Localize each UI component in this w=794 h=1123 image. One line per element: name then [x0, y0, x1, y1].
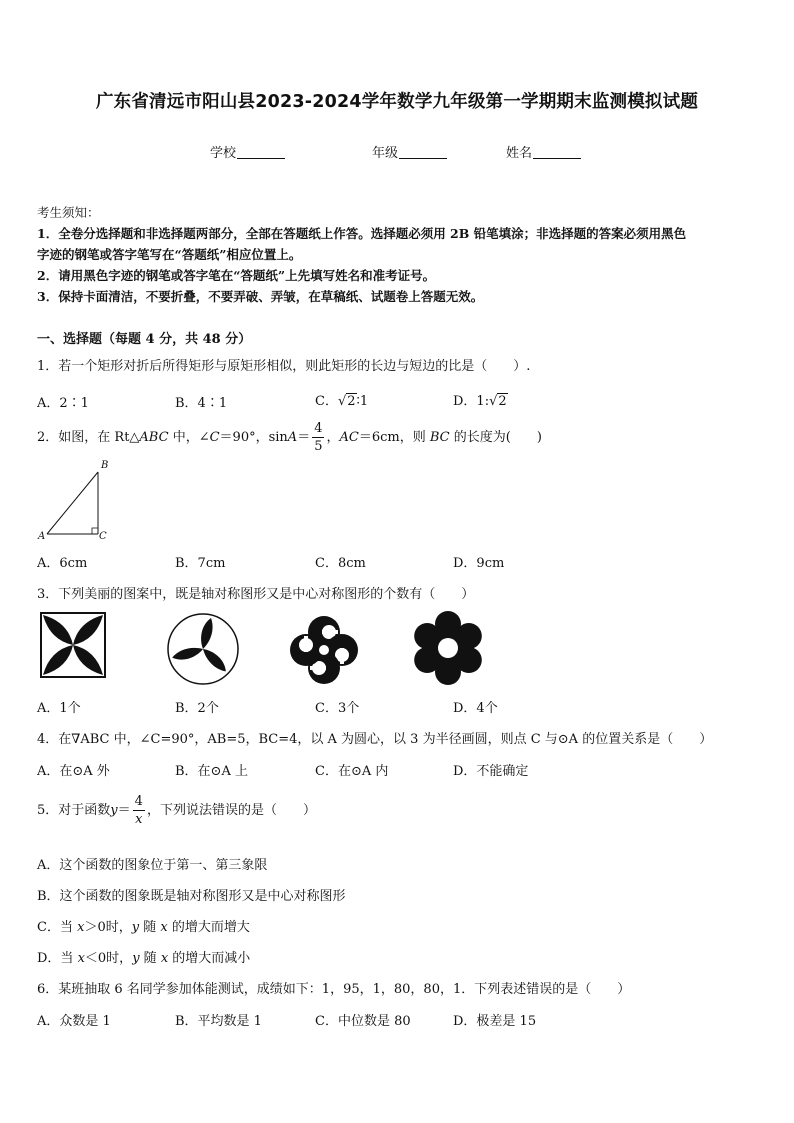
grade-label: 年级 — [372, 146, 399, 161]
q4-option-b[interactable]: B．在⊙A 上 — [175, 764, 248, 779]
q6-option-a[interactable]: A．众数是 1 — [37, 1014, 111, 1029]
name-blank[interactable] — [533, 146, 581, 159]
q6-option-c[interactable]: C．中位数是 80 — [315, 1014, 411, 1029]
q1-stem: 1．若一个矩形对折后所得矩形与原矩形相似，则此矩形的长边与短边的比是（ ）. — [37, 359, 531, 374]
q5-option-b[interactable]: B．这个函数的图象既是轴对称图形又是中心对称图形 — [37, 889, 346, 904]
q4-option-d[interactable]: D．不能确定 — [453, 764, 529, 779]
q3-option-c[interactable]: C．3个 — [315, 701, 360, 716]
notice-item-1-line-1: 1．全卷分选择题和非选择题两部分，全部在答题纸上作答。选择题必须用 2B 铅笔填涂；非选择题的答案必须用黑色 — [37, 226, 687, 241]
q4-option-a[interactable]: A．在⊙A 外 — [37, 764, 110, 779]
notice-item-2: 2．请用黑色字迹的钢笔或答字笔在“答题纸”上先填写姓名和准考证号。 — [37, 268, 436, 283]
grade-blank[interactable] — [399, 146, 447, 159]
q3-stem: 3．下列美丽的图案中，既是轴对称图形又是中心对称图形的个数有（ ） — [37, 587, 475, 602]
q6-option-b[interactable]: B．平均数是 1 — [175, 1014, 262, 1029]
pattern-circle-propeller — [166, 612, 240, 686]
q5-stem: 5．对于函数y＝ $\frac{4}{x}$ ，下列说法错误的是（ ） — [37, 794, 316, 827]
q3-option-a[interactable]: A．1个 — [37, 701, 81, 716]
notice-heading: 考生须知： — [37, 205, 100, 220]
section-heading: 一、选择题（每题 4 分，共 48 分） — [37, 332, 252, 347]
q4-stem: 4．在∇ABC 中，∠C=90°，AB=5，BC=4，以 A 为圆心，以 3 为半径画圆，则点 C 与⊙A 的位置关系是（ ） — [37, 732, 713, 747]
q1-c-prefix: C． — [315, 394, 338, 409]
notice-item-1-line-2: 字迹的钢笔或答字笔写在“答题纸”相应位置上。 — [37, 247, 302, 262]
school-field[interactable] — [210, 142, 285, 161]
q3-option-b[interactable]: B．2个 — [175, 701, 219, 716]
name-field[interactable] — [506, 142, 581, 161]
pattern-knot — [286, 612, 362, 688]
pattern-square-petals — [40, 612, 106, 678]
fraction: $\frac{4}{5}$ — [314, 421, 323, 454]
q5-option-a[interactable]: A．这个函数的图象位于第一、第三象限 — [37, 858, 268, 873]
q2-option-d[interactable]: D．9cm — [453, 556, 505, 571]
q1-option-b[interactable]: B．4∶1 — [175, 396, 228, 411]
fig-label-c: C — [99, 531, 107, 542]
school-blank[interactable] — [237, 146, 285, 159]
name-label: 姓名 — [506, 146, 533, 161]
fig-label-b: B — [101, 460, 109, 471]
q6-stem: 6．某班抽取 6 名同学参加体能测试，成绩如下：1，95，1，80，80，1．下列表述错误的是（ ） — [37, 982, 631, 997]
sqrt-symbol: √2 — [489, 394, 507, 409]
grade-field[interactable] — [372, 142, 447, 161]
school-label: 学校 — [210, 146, 237, 161]
q5-option-d[interactable]: D．当 x＜0时，y 随 x 的增大而减小 — [37, 951, 251, 966]
pattern-flower — [410, 610, 486, 686]
q1-c-suffix: ∶1 — [356, 394, 369, 409]
fig-label-a: A — [38, 531, 46, 542]
sqrt-symbol: √2 — [337, 394, 356, 409]
page-title: 广东省清远市阳山县2023-2024学年数学九年级第一学期期末监测模拟试题 — [95, 92, 699, 112]
q2-option-b[interactable]: B．7cm — [175, 556, 226, 571]
fraction: $\frac{4}{x}$ — [134, 794, 143, 827]
q3-option-d[interactable]: D．4个 — [453, 701, 498, 716]
q1-option-a[interactable]: A．2∶1 — [37, 396, 89, 411]
q6-option-d[interactable]: D．极差是 15 — [453, 1014, 537, 1029]
q2-option-c[interactable]: C．8cm — [315, 556, 366, 571]
q2-stem: 2．如图，在 Rt△ABC 中，∠C＝90°，sinA＝ $\frac{4}{5}$ ，AC＝6cm，则 BC 的长度为( ) — [37, 421, 542, 454]
q4-option-c[interactable]: C．在⊙A 内 — [315, 764, 389, 779]
q1-d-prefix: D．1: — [453, 394, 490, 409]
q2-option-a[interactable]: A．6cm — [37, 556, 88, 571]
q5-option-c[interactable]: C．当 x＞0时，y 随 x 的增大而增大 — [37, 920, 250, 935]
q1-option-d[interactable] — [453, 390, 508, 409]
q1-option-c[interactable] — [315, 390, 368, 409]
notice-item-3: 3．保持卡面清洁，不要折叠，不要弄破、弄皱，在草稿纸、试题卷上答题无效。 — [37, 289, 484, 304]
